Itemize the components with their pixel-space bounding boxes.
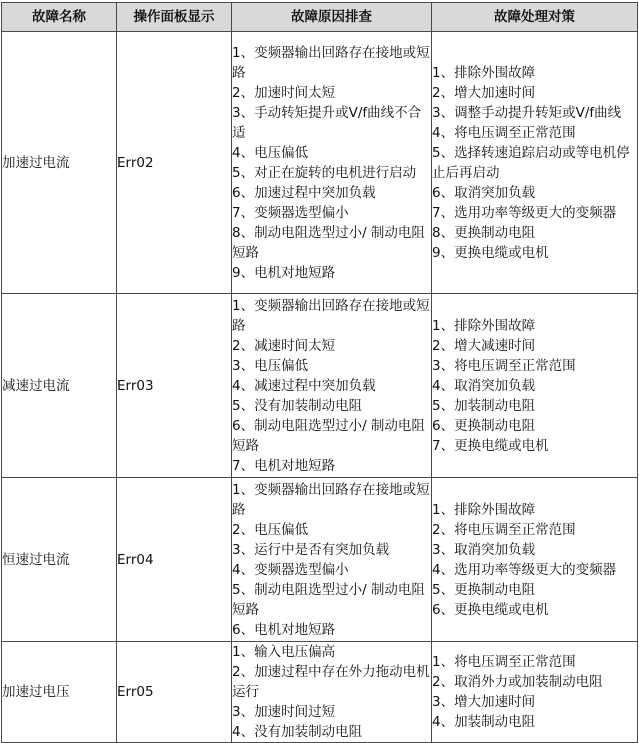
cause-item: 4、没有加装制动电阻 <box>232 724 363 740</box>
cause-item: 6、加速过程中突加负载 <box>232 184 376 201</box>
action-item: 6、更换电缆或电机 <box>432 601 549 618</box>
cause-item: 1、变频器输出回路存在接地或短路 <box>232 297 430 334</box>
action-item: 1、排除外围故障 <box>432 64 536 81</box>
fault-code-cell: Err04 <box>117 478 232 642</box>
action-item: 3、将电压调至正常范围 <box>432 357 576 374</box>
action-item: 4、将电压调至正常范围 <box>432 124 576 141</box>
cause-item: 3、加速时间过短 <box>232 704 336 720</box>
fault-name-cell: 恒速过电流 <box>2 478 117 642</box>
action-item: 1、排除外围故障 <box>432 501 536 518</box>
cause-list <box>232 642 431 742</box>
cause-item: 8、制动电阻选型过小/ 制动电阻短路 <box>232 224 425 261</box>
action-item: 2、将电压调至正常范围 <box>432 521 576 538</box>
action-item: 3、增大加速时间 <box>432 694 536 710</box>
header-countermeasure: 故障处理对策 <box>432 3 638 32</box>
cause-item: 7、电机对地短路 <box>232 457 336 474</box>
cause-item: 6、电机对地短路 <box>232 621 336 638</box>
cause-item: 9、电机对地短路 <box>232 264 336 281</box>
cause-list <box>232 296 431 476</box>
table-row <box>2 478 638 642</box>
cause-cell <box>232 642 432 743</box>
action-item: 7、更换电缆或电机 <box>432 437 549 454</box>
table-row <box>2 32 638 294</box>
action-item: 4、取消突加负载 <box>432 377 536 394</box>
action-item: 2、取消外力或加装制动电阻 <box>432 674 603 690</box>
cause-item: 6、制动电阻选型过小/ 制动电阻短路 <box>232 417 425 454</box>
cause-item: 3、电压偏低 <box>232 357 309 374</box>
cause-item: 3、运行中是否有突加负载 <box>232 541 390 558</box>
action-item: 1、排除外围故障 <box>432 317 536 334</box>
fault-code-cell: Err02 <box>117 32 232 294</box>
action-item: 4、加装制动电阻 <box>432 714 536 730</box>
cause-cell <box>232 32 432 294</box>
action-item: 5、更换制动电阻 <box>432 581 536 598</box>
action-item: 3、取消突加负载 <box>432 541 536 558</box>
cause-item: 5、没有加装制动电阻 <box>232 397 363 414</box>
action-list <box>432 63 637 263</box>
action-item: 8、更换制动电阻 <box>432 224 536 241</box>
cause-item: 1、变频器输出回路存在接地或短路 <box>232 481 430 518</box>
action-item: 7、选用功率等级更大的变频器 <box>432 204 617 221</box>
action-list <box>432 652 637 732</box>
cause-item: 2、电压偏低 <box>232 521 309 538</box>
action-list <box>432 316 637 456</box>
header-cause-check: 故障原因排查 <box>232 3 432 32</box>
cause-item: 4、减速过程中突加负载 <box>232 377 376 394</box>
action-item: 1、将电压调至正常范围 <box>432 654 576 670</box>
table-row <box>2 294 638 478</box>
cause-list <box>232 480 431 640</box>
cause-item: 1、变频器输出回路存在接地或短路 <box>232 44 430 81</box>
action-item: 2、增大减速时间 <box>432 337 536 354</box>
cause-cell <box>232 294 432 478</box>
fault-table <box>1 2 638 743</box>
cause-item: 3、手动转矩提升或V/f曲线不合适 <box>232 104 422 141</box>
cause-item: 5、对正在旋转的电机进行启动 <box>232 164 417 181</box>
fault-name-cell: 加速过电压 <box>2 642 117 743</box>
action-cell <box>432 294 638 478</box>
cause-cell <box>232 478 432 642</box>
action-item: 5、加装制动电阻 <box>432 397 536 414</box>
action-cell <box>432 32 638 294</box>
fault-name-cell: 加速过电流 <box>2 32 117 294</box>
action-item: 6、取消突加负载 <box>432 184 536 201</box>
fault-code-cell: Err05 <box>117 642 232 743</box>
cause-item: 4、电压偏低 <box>232 144 309 161</box>
cause-item: 2、减速时间太短 <box>232 337 336 354</box>
header-row <box>2 3 638 32</box>
action-item: 5、选择转速追踪启动或等电机停止后再启动 <box>432 144 630 181</box>
cause-item: 2、加速过程中存在外力拖动电机运行 <box>232 664 430 700</box>
action-item: 4、选用功率等级更大的变频器 <box>432 561 617 578</box>
cause-item: 2、加速时间太短 <box>232 84 336 101</box>
fault-name-cell: 减速过电流 <box>2 294 117 478</box>
action-item: 9、更换电缆或电机 <box>432 244 549 261</box>
cause-list <box>232 43 431 283</box>
cause-item: 4、变频器选型偏小 <box>232 561 349 578</box>
action-cell <box>432 478 638 642</box>
table-row <box>2 642 638 743</box>
fault-code-cell: Err03 <box>117 294 232 478</box>
header-panel-display: 操作面板显示 <box>117 3 232 32</box>
action-item: 6、更换制动电阻 <box>432 417 536 434</box>
action-list <box>432 500 637 620</box>
cause-item: 5、制动电阻选型过小/ 制动电阻短路 <box>232 581 425 618</box>
cause-item: 1、输入电压偏高 <box>232 644 336 660</box>
action-item: 3、调整手动提升转矩或V/f曲线 <box>432 104 622 121</box>
header-fault-name: 故障名称 <box>2 3 117 32</box>
action-cell <box>432 642 638 743</box>
action-item: 2、增大加速时间 <box>432 84 536 101</box>
cause-item: 7、变频器选型偏小 <box>232 204 349 221</box>
